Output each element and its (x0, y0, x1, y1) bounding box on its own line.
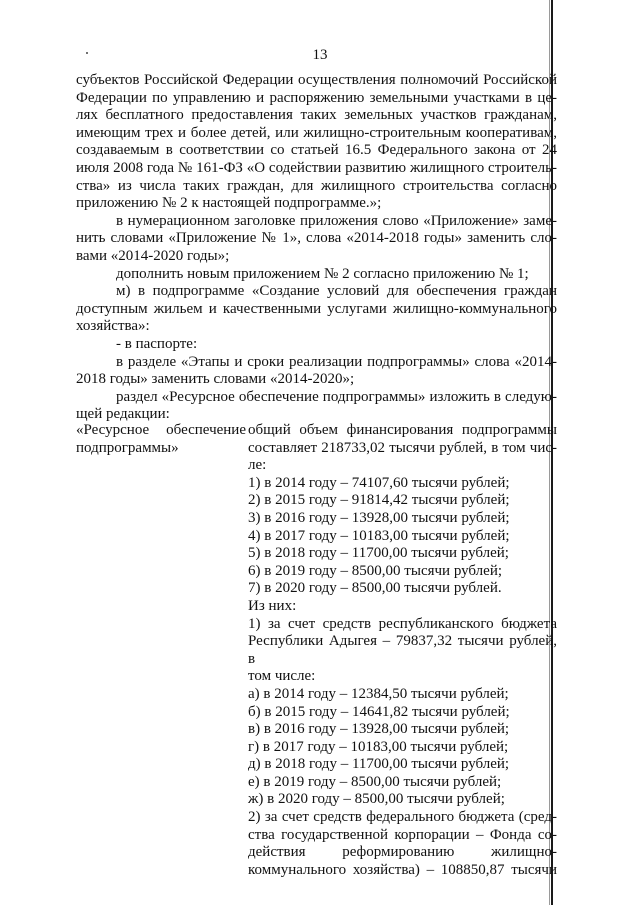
paragraph-line: дополнить новым приложением № 2 согласно приложению № 1; (116, 265, 529, 282)
paragraph-line: вами «2014-2020 годы»; (76, 247, 230, 264)
paragraph-line: доступным жильем и качественными услугами жилищно-коммунального (76, 300, 557, 317)
table-label-column (76, 422, 246, 457)
paragraph-line: нить словами «Приложение № 1», слова «2014-2018 годы» заменить сло- (76, 230, 557, 247)
paragraph-line: 2018 годы» заменить словами «2014-2020»; (76, 371, 355, 388)
table-value-line: 1) за счет средств республиканского бюджета (248, 615, 557, 632)
table-value-line: ства государственной корпорации – Фонда со- (248, 826, 557, 843)
table-value-line: а) в 2014 году – 12384,50 тысячи рублей; (248, 685, 509, 702)
table-value-line: 3) в 2016 году – 13928,00 тысячи рублей; (248, 509, 510, 526)
table-value-column (246, 422, 557, 879)
table-value-line: общий объем финансирования подпрограммы (248, 422, 557, 438)
paragraph-line: в нумерационном заголовке приложения слово «Приложение» заме- (116, 212, 557, 229)
paragraph-line: лях бесплатного предоставления таких земельных участков гражданам, (76, 107, 557, 124)
paragraph-line: хозяйства»: (76, 318, 150, 335)
body-text (76, 72, 557, 424)
table-value-line: ле: (248, 457, 267, 474)
table-value-line: Республики Адыгея – 79837,32 тысячи рублей, в (248, 633, 557, 667)
paragraph-line: в разделе «Этапы и сроки реализации подпрограммы» слова «2014- (116, 353, 557, 370)
paragraph-line: приложению № 2 к настоящей подпрограмме.»; (76, 195, 382, 212)
table-value-line: ж) в 2020 году – 8500,00 тысячи рублей; (248, 791, 505, 808)
table-value-line: 2) за счет средств федерального бюджета (сред- (248, 809, 557, 826)
table-value-line: 1) в 2014 году – 74107,60 тысячи рублей; (248, 474, 510, 491)
table-value-line: 5) в 2018 году – 11700,00 тысячи рублей; (248, 545, 509, 562)
table-value-line: в) в 2016 году – 13928,00 тысячи рублей; (248, 721, 510, 738)
paragraph-line: м) в подпрограмме «Создание условий для обеспечения граждан (116, 283, 557, 300)
table-label-line: подпрограммы» (76, 439, 179, 456)
table-label-line: «Ресурсное обеспечение (76, 422, 246, 438)
paragraph-line: субъектов Российской Федерации осуществления полномочий Российской (76, 72, 557, 88)
page-number: 13 (312, 47, 328, 63)
paragraph-line: Федерации по управлению и распоряжению земельными участками в це- (76, 89, 557, 106)
paragraph-line: июля 2008 года № 161-ФЗ «О содействии развитию жилищного строитель- (76, 159, 557, 176)
table-value-line: составляет 218733,02 тысячи рублей, в том чис- (248, 439, 557, 456)
paragraph-line: раздел «Ресурсное обеспечение подпрограммы» изложить в следую- (116, 388, 557, 405)
table-value-line: том числе: (248, 668, 316, 685)
table-value-line: 2) в 2015 году – 91814,42 тысячи рублей; (248, 492, 510, 509)
paragraph-line: - в паспорте: (116, 335, 198, 352)
table-value-line: 4) в 2017 году – 10183,00 тысячи рублей; (248, 527, 510, 544)
paragraph-line: создаваемым в соответствии со статьей 16.5 Федерального закона от 24 (76, 142, 557, 159)
table-value-line: коммунального хозяйства) – 108850,87 тысячи (248, 861, 557, 878)
table-value-line: е) в 2019 году – 8500,00 тысячи рублей; (248, 773, 502, 790)
paragraph-line: щей редакции: (76, 406, 170, 423)
table-value-line: 7) в 2020 году – 8500,00 тысячи рублей. (248, 580, 502, 597)
table-value-line: Из них: (248, 597, 297, 614)
table-value-line: б) в 2015 году – 14641,82 тысячи рублей; (248, 703, 510, 720)
table-value-line: действия реформированию жилищно- (248, 844, 557, 861)
paragraph-line: ства» из числа таких граждан, для жилищного строительства согласно (76, 177, 557, 194)
table-value-line: г) в 2017 году – 10183,00 тысячи рублей; (248, 738, 509, 755)
table-value-line: 6) в 2019 году – 8500,00 тысячи рублей; (248, 562, 503, 579)
paragraph-line: имеющим трех и более детей, или жилищно-строительным кооперативам, (76, 124, 557, 141)
table-value-line: д) в 2018 году – 11700,00 тысячи рублей; (248, 756, 510, 773)
